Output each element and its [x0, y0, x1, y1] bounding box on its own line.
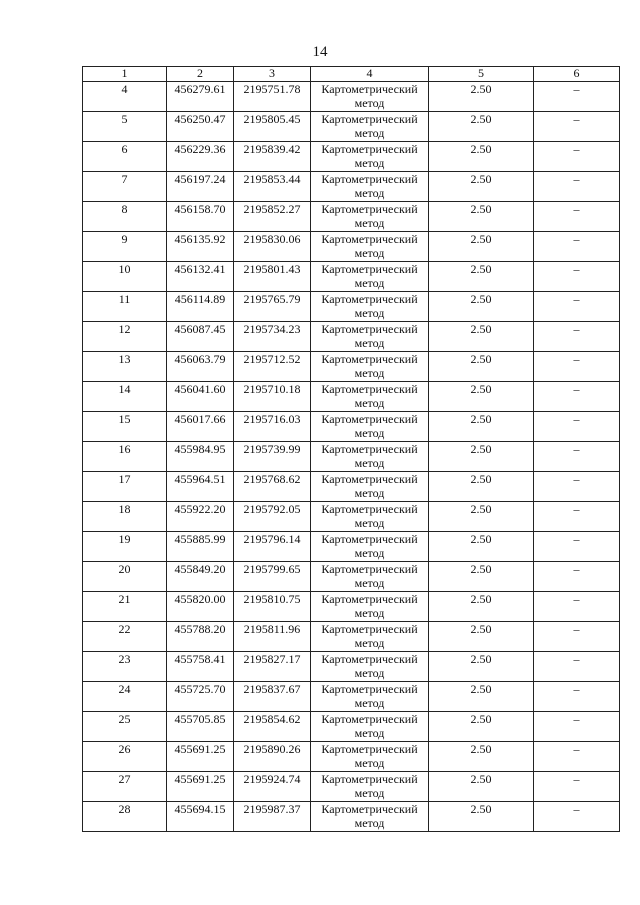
header-cell-1: 1 — [83, 67, 167, 82]
point-number-cell: 4 — [83, 82, 167, 112]
note-cell: – — [534, 262, 620, 292]
page-number: 14 — [312, 44, 328, 60]
table-row — [83, 352, 620, 382]
note-cell: – — [534, 82, 620, 112]
header-cell-5: 5 — [429, 67, 534, 82]
point-number-cell: 17 — [83, 472, 167, 502]
method-cell: Картометрический метод — [311, 532, 429, 562]
y-coordinate-cell: 2195734.23 — [234, 322, 311, 352]
x-coordinate-cell: 456114.89 — [167, 292, 234, 322]
y-coordinate-cell: 2195712.52 — [234, 352, 311, 382]
note-cell: – — [534, 352, 620, 382]
note-cell: – — [534, 292, 620, 322]
note-cell: – — [534, 532, 620, 562]
table-row — [83, 412, 620, 442]
method-cell: Картометрический метод — [311, 712, 429, 742]
accuracy-cell: 2.50 — [429, 412, 534, 442]
point-number-cell: 15 — [83, 412, 167, 442]
table-row — [83, 742, 620, 772]
accuracy-cell: 2.50 — [429, 322, 534, 352]
note-cell: – — [534, 592, 620, 622]
method-cell: Картометрический метод — [311, 772, 429, 802]
x-coordinate-cell: 456229.36 — [167, 142, 234, 172]
x-coordinate-cell: 456132.41 — [167, 262, 234, 292]
point-number-cell: 22 — [83, 622, 167, 652]
note-cell: – — [534, 652, 620, 682]
table-row — [83, 652, 620, 682]
method-cell: Картометрический метод — [311, 202, 429, 232]
accuracy-cell: 2.50 — [429, 682, 534, 712]
method-cell: Картометрический метод — [311, 112, 429, 142]
y-coordinate-cell: 2195805.45 — [234, 112, 311, 142]
table-row — [83, 142, 620, 172]
x-coordinate-cell: 456063.79 — [167, 352, 234, 382]
point-number-cell: 24 — [83, 682, 167, 712]
note-cell: – — [534, 412, 620, 442]
y-coordinate-cell: 2195830.06 — [234, 232, 311, 262]
x-coordinate-cell: 455691.25 — [167, 772, 234, 802]
x-coordinate-cell: 456197.24 — [167, 172, 234, 202]
table-row — [83, 712, 620, 742]
accuracy-cell: 2.50 — [429, 352, 534, 382]
point-number-cell: 25 — [83, 712, 167, 742]
x-coordinate-cell: 455705.85 — [167, 712, 234, 742]
accuracy-cell: 2.50 — [429, 262, 534, 292]
y-coordinate-cell: 2195924.74 — [234, 772, 311, 802]
note-cell: – — [534, 142, 620, 172]
table-row — [83, 82, 620, 112]
note-cell: – — [534, 502, 620, 532]
note-cell: – — [534, 772, 620, 802]
y-coordinate-cell: 2195839.42 — [234, 142, 311, 172]
method-cell: Картометрический метод — [311, 502, 429, 532]
method-cell: Картометрический метод — [311, 172, 429, 202]
y-coordinate-cell: 2195987.37 — [234, 802, 311, 832]
coordinates-table — [82, 66, 620, 832]
x-coordinate-cell: 455820.00 — [167, 592, 234, 622]
table-row — [83, 682, 620, 712]
header-cell-6: 6 — [534, 67, 620, 82]
method-cell: Картометрический метод — [311, 142, 429, 172]
y-coordinate-cell: 2195837.67 — [234, 682, 311, 712]
note-cell: – — [534, 562, 620, 592]
x-coordinate-cell: 455691.25 — [167, 742, 234, 772]
table-row — [83, 802, 620, 832]
accuracy-cell: 2.50 — [429, 202, 534, 232]
x-coordinate-cell: 455984.95 — [167, 442, 234, 472]
table-row — [83, 472, 620, 502]
method-cell: Картометрический метод — [311, 802, 429, 832]
point-number-cell: 8 — [83, 202, 167, 232]
method-cell: Картометрический метод — [311, 322, 429, 352]
accuracy-cell: 2.50 — [429, 652, 534, 682]
method-cell: Картометрический метод — [311, 382, 429, 412]
method-cell: Картометрический метод — [311, 742, 429, 772]
point-number-cell: 23 — [83, 652, 167, 682]
x-coordinate-cell: 455849.20 — [167, 562, 234, 592]
x-coordinate-cell: 455694.15 — [167, 802, 234, 832]
table-row — [83, 172, 620, 202]
point-number-cell: 12 — [83, 322, 167, 352]
note-cell: – — [534, 382, 620, 412]
accuracy-cell: 2.50 — [429, 772, 534, 802]
table-row — [83, 532, 620, 562]
note-cell: – — [534, 322, 620, 352]
accuracy-cell: 2.50 — [429, 742, 534, 772]
y-coordinate-cell: 2195768.62 — [234, 472, 311, 502]
accuracy-cell: 2.50 — [429, 592, 534, 622]
x-coordinate-cell: 455885.99 — [167, 532, 234, 562]
y-coordinate-cell: 2195799.65 — [234, 562, 311, 592]
point-number-cell: 9 — [83, 232, 167, 262]
accuracy-cell: 2.50 — [429, 712, 534, 742]
table-row — [83, 502, 620, 532]
accuracy-cell: 2.50 — [429, 232, 534, 262]
accuracy-cell: 2.50 — [429, 622, 534, 652]
point-number-cell: 28 — [83, 802, 167, 832]
note-cell: – — [534, 442, 620, 472]
point-number-cell: 20 — [83, 562, 167, 592]
table-row — [83, 232, 620, 262]
y-coordinate-cell: 2195890.26 — [234, 742, 311, 772]
point-number-cell: 6 — [83, 142, 167, 172]
y-coordinate-cell: 2195811.96 — [234, 622, 311, 652]
accuracy-cell: 2.50 — [429, 292, 534, 322]
y-coordinate-cell: 2195792.05 — [234, 502, 311, 532]
y-coordinate-cell: 2195810.75 — [234, 592, 311, 622]
method-cell: Картометрический метод — [311, 82, 429, 112]
method-cell: Картометрический метод — [311, 562, 429, 592]
y-coordinate-cell: 2195801.43 — [234, 262, 311, 292]
method-cell: Картометрический метод — [311, 622, 429, 652]
note-cell: – — [534, 622, 620, 652]
x-coordinate-cell: 456087.45 — [167, 322, 234, 352]
table-row — [83, 262, 620, 292]
note-cell: – — [534, 472, 620, 502]
method-cell: Картометрический метод — [311, 232, 429, 262]
table-row — [83, 112, 620, 142]
accuracy-cell: 2.50 — [429, 142, 534, 172]
accuracy-cell: 2.50 — [429, 442, 534, 472]
point-number-cell: 11 — [83, 292, 167, 322]
x-coordinate-cell: 455725.70 — [167, 682, 234, 712]
point-number-cell: 10 — [83, 262, 167, 292]
x-coordinate-cell: 456279.61 — [167, 82, 234, 112]
x-coordinate-cell: 456017.66 — [167, 412, 234, 442]
point-number-cell: 27 — [83, 772, 167, 802]
note-cell: – — [534, 802, 620, 832]
note-cell: – — [534, 682, 620, 712]
y-coordinate-cell: 2195739.99 — [234, 442, 311, 472]
table-row — [83, 442, 620, 472]
point-number-cell: 7 — [83, 172, 167, 202]
table-row — [83, 772, 620, 802]
table-row — [83, 322, 620, 352]
x-coordinate-cell: 456135.92 — [167, 232, 234, 262]
method-cell: Картометрический метод — [311, 412, 429, 442]
point-number-cell: 5 — [83, 112, 167, 142]
coordinates-table-body — [83, 67, 620, 832]
accuracy-cell: 2.50 — [429, 112, 534, 142]
table-row — [83, 622, 620, 652]
point-number-cell: 14 — [83, 382, 167, 412]
y-coordinate-cell: 2195853.44 — [234, 172, 311, 202]
point-number-cell: 16 — [83, 442, 167, 472]
accuracy-cell: 2.50 — [429, 562, 534, 592]
x-coordinate-cell: 455758.41 — [167, 652, 234, 682]
note-cell: – — [534, 172, 620, 202]
x-coordinate-cell: 456158.70 — [167, 202, 234, 232]
y-coordinate-cell: 2195765.79 — [234, 292, 311, 322]
note-cell: – — [534, 232, 620, 262]
y-coordinate-cell: 2195796.14 — [234, 532, 311, 562]
y-coordinate-cell: 2195751.78 — [234, 82, 311, 112]
note-cell: – — [534, 712, 620, 742]
method-cell: Картометрический метод — [311, 652, 429, 682]
header-cell-4: 4 — [311, 67, 429, 82]
point-number-cell: 26 — [83, 742, 167, 772]
table-row — [83, 292, 620, 322]
table-row — [83, 202, 620, 232]
y-coordinate-cell: 2195827.17 — [234, 652, 311, 682]
point-number-cell: 18 — [83, 502, 167, 532]
header-cell-2: 2 — [167, 67, 234, 82]
accuracy-cell: 2.50 — [429, 172, 534, 202]
y-coordinate-cell: 2195852.27 — [234, 202, 311, 232]
y-coordinate-cell: 2195710.18 — [234, 382, 311, 412]
method-cell: Картометрический метод — [311, 592, 429, 622]
y-coordinate-cell: 2195716.03 — [234, 412, 311, 442]
y-coordinate-cell: 2195854.62 — [234, 712, 311, 742]
accuracy-cell: 2.50 — [429, 472, 534, 502]
x-coordinate-cell: 455788.20 — [167, 622, 234, 652]
x-coordinate-cell: 456250.47 — [167, 112, 234, 142]
table-header-row — [83, 67, 620, 82]
accuracy-cell: 2.50 — [429, 532, 534, 562]
method-cell: Картометрический метод — [311, 352, 429, 382]
x-coordinate-cell: 456041.60 — [167, 382, 234, 412]
note-cell: – — [534, 112, 620, 142]
table-row — [83, 382, 620, 412]
accuracy-cell: 2.50 — [429, 82, 534, 112]
x-coordinate-cell: 455922.20 — [167, 502, 234, 532]
table-row — [83, 592, 620, 622]
accuracy-cell: 2.50 — [429, 382, 534, 412]
note-cell: – — [534, 202, 620, 232]
point-number-cell: 13 — [83, 352, 167, 382]
method-cell: Картометрический метод — [311, 262, 429, 292]
point-number-cell: 19 — [83, 532, 167, 562]
table-row — [83, 562, 620, 592]
method-cell: Картометрический метод — [311, 442, 429, 472]
note-cell: – — [534, 742, 620, 772]
accuracy-cell: 2.50 — [429, 502, 534, 532]
point-number-cell: 21 — [83, 592, 167, 622]
method-cell: Картометрический метод — [311, 472, 429, 502]
header-cell-3: 3 — [234, 67, 311, 82]
method-cell: Картометрический метод — [311, 292, 429, 322]
x-coordinate-cell: 455964.51 — [167, 472, 234, 502]
accuracy-cell: 2.50 — [429, 802, 534, 832]
method-cell: Картометрический метод — [311, 682, 429, 712]
